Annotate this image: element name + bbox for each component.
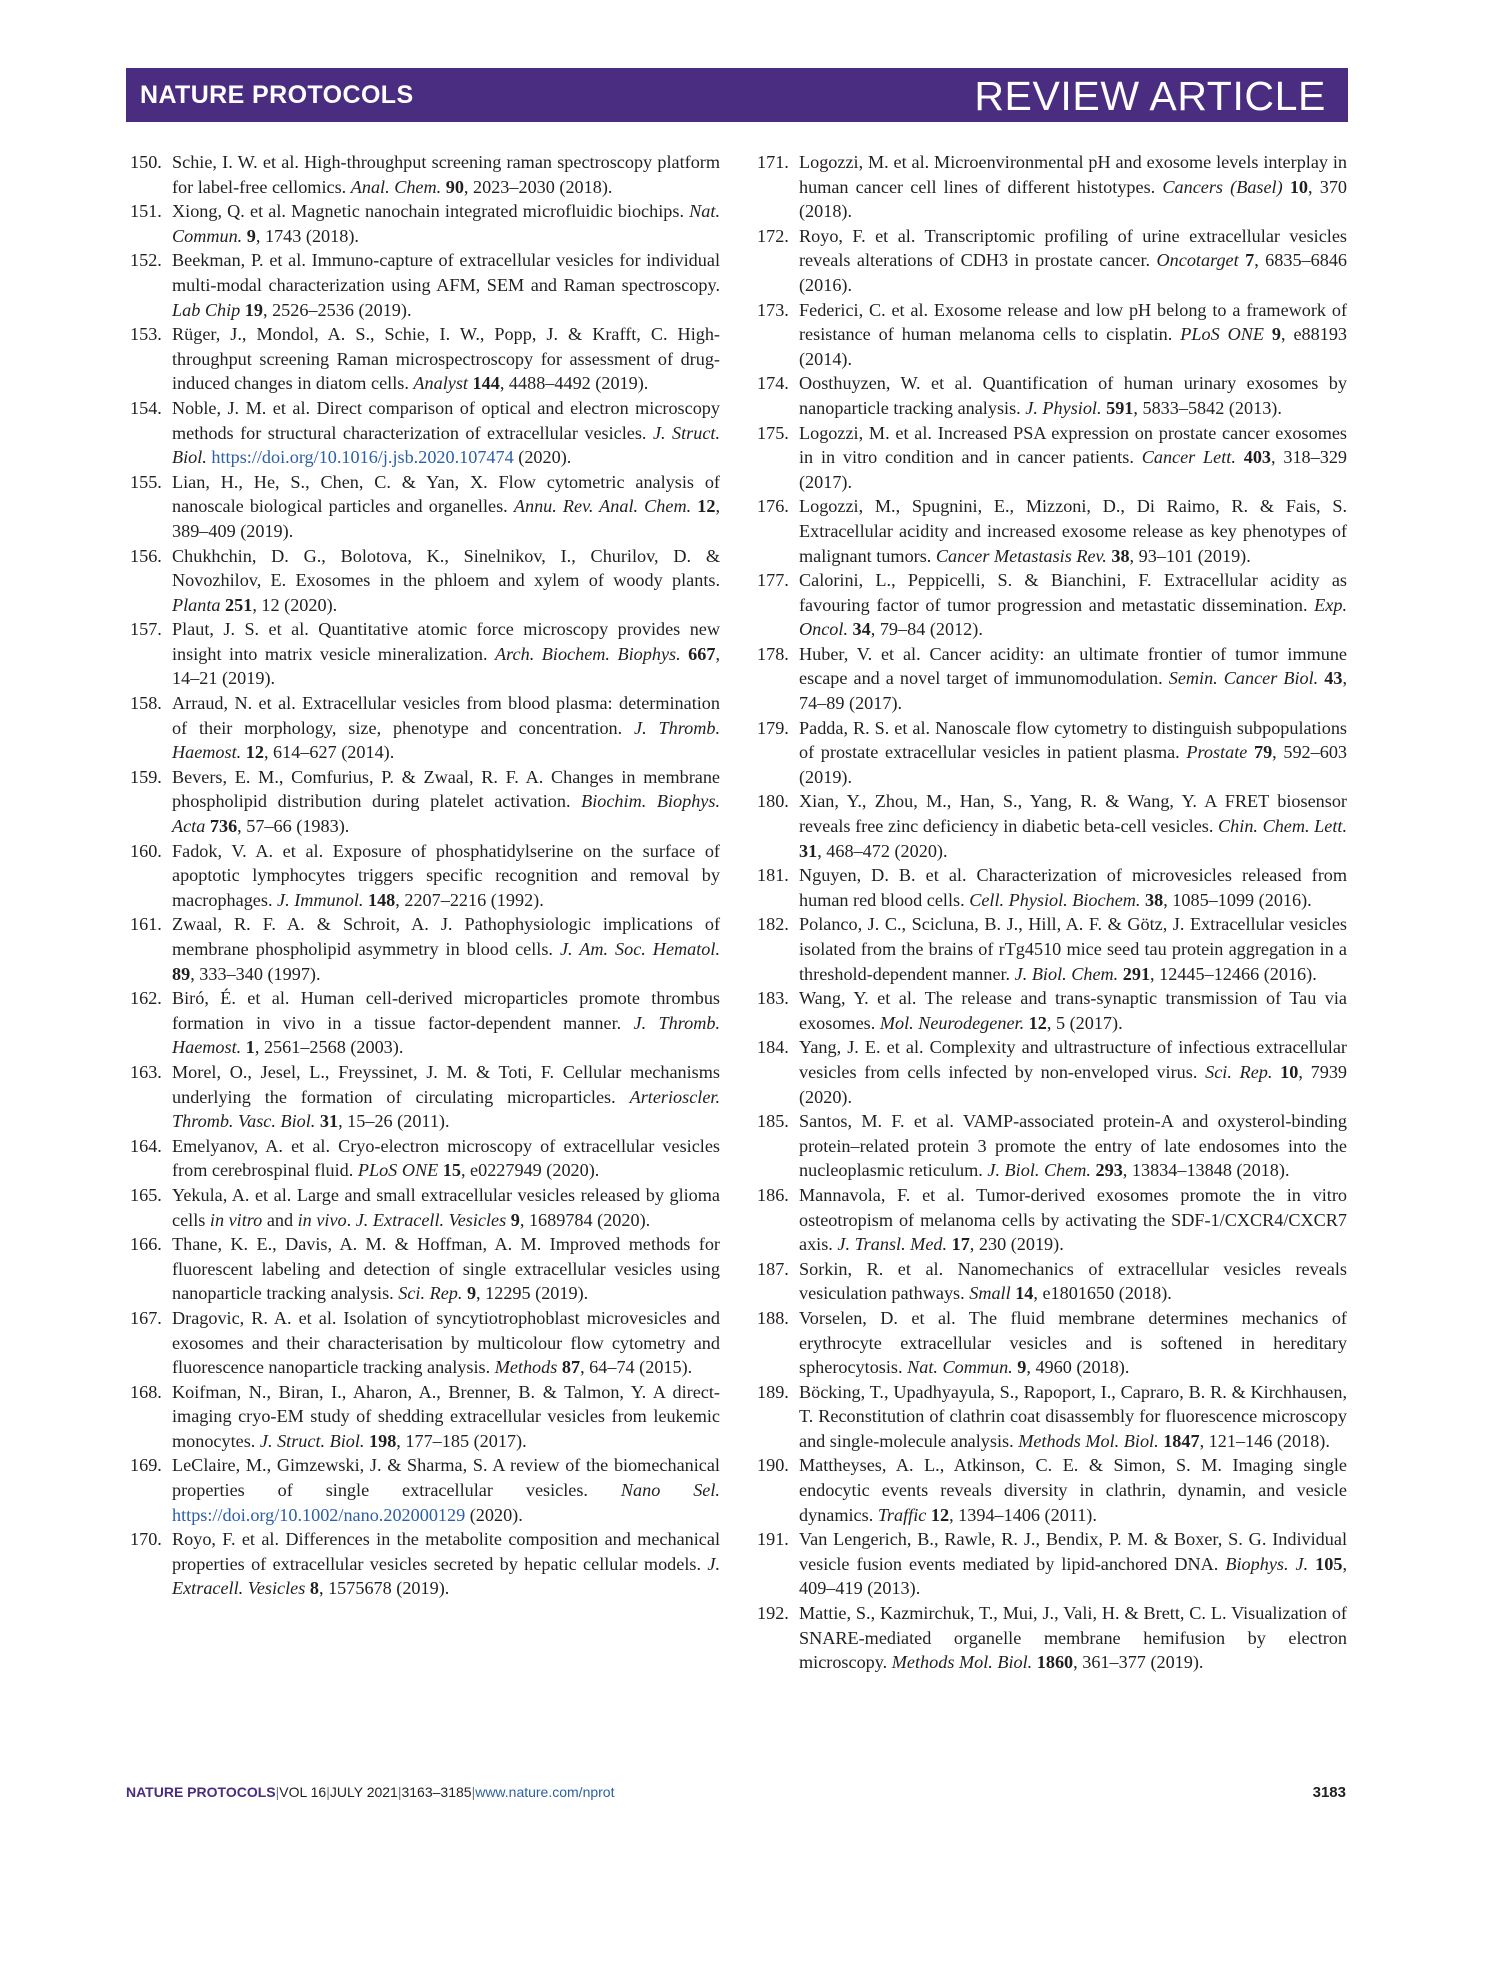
reference-item xyxy=(757,1035,1347,1109)
reference-number: 173. xyxy=(757,299,789,320)
reference-volume: 291 xyxy=(1122,963,1151,984)
reference-number: 174. xyxy=(757,373,789,394)
reference-item xyxy=(757,298,1347,372)
reference-item xyxy=(130,322,720,396)
reference-text: Logozzi, M., Spugnini, E., Mizzoni, D., Di Raimo, R. & Fais, S. Extracellular acidity and increased exosome release as key phenotypes of malignant tumors. xyxy=(799,496,1347,566)
reference-journal: J. Immunol. xyxy=(277,889,364,910)
reference-text: , 1743 (2018). xyxy=(255,225,359,246)
reference-number: 156. xyxy=(130,545,162,566)
reference-text: . xyxy=(346,1209,356,1230)
reference-column-left xyxy=(130,150,720,1601)
reference-volume: 1 xyxy=(245,1037,255,1058)
reference-volume: 17 xyxy=(951,1234,970,1255)
reference-text: , 2023–2030 (2018). xyxy=(463,176,613,197)
reference-volume: 8 xyxy=(309,1578,319,1599)
reference-volume: 38 xyxy=(1111,545,1130,566)
reference-volume: 10 xyxy=(1280,1061,1299,1082)
reference-text: , 74–89 (2017). xyxy=(799,668,1347,714)
reference-text: Padda, R. S. et al. Nanoscale flow cytometry to distinguish subpopulations of prostate extracellular vesicles in patient plasma. xyxy=(799,717,1347,763)
reference-text xyxy=(1283,177,1290,197)
reference-text: , 361–377 (2019). xyxy=(1073,1652,1204,1673)
reference-number: 155. xyxy=(130,471,162,492)
reference-text: , 15–26 (2011). xyxy=(338,1111,450,1132)
reference-number: 186. xyxy=(757,1184,789,1205)
reference-journal: in vitro xyxy=(209,1209,263,1230)
reference-journal: Arch. Biochem. Biophys. xyxy=(495,643,681,664)
reference-text: Vorselen, D. et al. The fluid membrane determines mechanics of erythrocyte extracellular vesicles and is softened in hereditary spherocytosis. xyxy=(799,1307,1347,1378)
reference-item xyxy=(757,1109,1347,1183)
reference-text: , 12445–12466 (2016). xyxy=(1150,963,1317,984)
reference-journal: Analyst xyxy=(413,373,468,394)
footer-separator: | xyxy=(397,1784,402,1800)
reference-text: , 592–603 (2019). xyxy=(799,742,1347,787)
reference-item xyxy=(130,691,720,765)
reference-item xyxy=(757,494,1347,568)
reference-text xyxy=(1272,1062,1280,1082)
reference-volume: 90 xyxy=(445,176,464,197)
reference-number: 170. xyxy=(130,1529,162,1550)
reference-text: , 13834–13848 (2018). xyxy=(1122,1160,1290,1181)
reference-text: Oosthuyzen, W. et al. Quantification of human urinary exosomes by nanoparticle tracking analysis. xyxy=(799,373,1347,418)
reference-item xyxy=(130,617,720,691)
reference-journal: J. Thromb. Haemost. xyxy=(172,717,720,763)
reference-journal: Arterioscler. Thromb. Vasc. Biol. xyxy=(172,1086,720,1132)
reference-number: 179. xyxy=(757,717,789,738)
reference-volume: 12 xyxy=(697,496,716,517)
reference-item xyxy=(130,544,720,618)
reference-item xyxy=(757,1306,1347,1380)
header-bar xyxy=(126,68,1348,122)
reference-journal: Nat. Commun. xyxy=(172,201,720,246)
reference-item xyxy=(757,912,1347,986)
footer-separator: | xyxy=(471,1784,476,1800)
reference-text: Sorkin, R. et al. Nanomechanics of extracellular vesicles reveals vesiculation pathways. xyxy=(799,1258,1347,1304)
reference-item xyxy=(757,1380,1347,1454)
reference-volume: 9 xyxy=(510,1209,520,1230)
reference-text: , 14–21 (2019). xyxy=(172,643,720,689)
reference-text: Rüger, J., Mondol, A. S., Schie, I. W., Popp, J. & Krafft, C. High-throughput screening Raman microspectroscopy for assessment of drug-induced changes in diatom cells. xyxy=(172,324,720,394)
reference-item xyxy=(757,789,1347,863)
reference-number: 180. xyxy=(757,791,789,812)
reference-text: , 5 (2017). xyxy=(1046,1012,1123,1033)
reference-text: , 5833–5842 (2013). xyxy=(1133,397,1282,418)
reference-text: Xian, Y., Zhou, M., Han, S., Yang, R. & Wang, Y. A FRET biosensor reveals free zinc deficiency in diabetic beta-cell vesicles. xyxy=(799,791,1347,837)
reference-text: , e0227949 (2020). xyxy=(460,1160,600,1181)
reference-text: , 57–66 (1983). xyxy=(237,816,350,837)
reference-text: , 7939 (2020). xyxy=(799,1061,1348,1107)
reference-journal: J. Struct. Biol. xyxy=(172,422,720,468)
reference-item xyxy=(130,1453,720,1527)
reference-text: Dragovic, R. A. et al. Isolation of syncytiotrophoblast microvesicles and exosomes and their characterisation by multicolour flow cytometry and fluorescence nanoparticle tracking analysis. xyxy=(172,1307,720,1378)
reference-number: 163. xyxy=(130,1061,162,1082)
reference-number: 169. xyxy=(130,1455,162,1476)
reference-journal: J. Biol. Chem. xyxy=(1014,963,1119,984)
reference-item xyxy=(757,150,1347,224)
reference-number: 185. xyxy=(757,1111,789,1132)
reference-journal: J. Am. Soc. Hematol. xyxy=(559,939,720,959)
reference-number: 190. xyxy=(757,1455,789,1476)
reference-volume: 736 xyxy=(209,816,238,837)
reference-text: Morel, O., Jesel, L., Freyssinet, J. M. & Toti, F. Cellular mechanisms underlying the formation of circulating microparticles. xyxy=(172,1061,720,1107)
reference-item xyxy=(130,150,720,199)
reference-text: , 389–409 (2019). xyxy=(172,496,721,541)
reference-item xyxy=(757,568,1347,642)
reference-text: Logozzi, M. et al. Increased PSA expression on prostate cancer exosomes in in vitro condition and in cancer patients. xyxy=(799,422,1347,468)
reference-item xyxy=(130,1134,720,1183)
reference-volume: 1847 xyxy=(1163,1430,1200,1451)
reference-text: Zwaal, R. F. A. & Schroit, A. J. Pathophysiologic implications of membrane phospholipid asymmetry in blood cells. xyxy=(172,914,720,959)
reference-text: LeClaire, M., Gimzewski, J. & Sharma, S. A review of the biomechanical properties of single extracellular vesicles. xyxy=(172,1455,720,1501)
reference-volume: 9 xyxy=(1017,1357,1027,1378)
reference-column-right xyxy=(757,150,1347,1675)
reference-number: 189. xyxy=(757,1381,789,1402)
reference-text: , 12 (2020). xyxy=(252,594,338,615)
reference-text: Polanco, J. C., Scicluna, B. J., Hill, A. F. & Götz, J. Extracellular vesicles isolated from the brains of rTg4510 mice seed tau protein aggregation in a threshold-dependent manner. xyxy=(799,914,1347,984)
reference-text: , 79–84 (2012). xyxy=(870,619,983,640)
reference-text: , 1394–1406 (2011). xyxy=(949,1504,1097,1525)
reference-item xyxy=(130,1183,720,1232)
reference-number: 162. xyxy=(130,988,162,1009)
reference-item xyxy=(757,642,1347,716)
reference-journal: PLoS ONE xyxy=(1180,324,1264,345)
reference-doi-link[interactable]: https://doi.org/10.1016/j.jsb.2020.107474 xyxy=(211,447,514,468)
reference-text: , 468–472 (2020). xyxy=(817,840,948,861)
reference-item xyxy=(130,912,720,986)
reference-journal: Prostate xyxy=(1186,742,1248,763)
reference-number: 177. xyxy=(757,570,789,591)
reference-text: , 4960 (2018). xyxy=(1026,1357,1130,1378)
reference-text: , e88193 (2014). xyxy=(799,324,1348,369)
reference-journal: Nano Sel. xyxy=(620,1480,720,1501)
reference-volume: 198 xyxy=(369,1430,397,1451)
footer-pages: 3163–3185 xyxy=(401,1784,472,1800)
reference-journal: Mol. Neurodegener. xyxy=(879,1012,1025,1033)
reference-journal: Traffic xyxy=(877,1504,927,1525)
reference-volume: 105 xyxy=(1315,1553,1343,1574)
reference-text: , 1689784 (2020). xyxy=(519,1209,651,1230)
reference-item xyxy=(757,421,1347,495)
reference-text: Noble, J. M. et al. Direct comparison of optical and electron microscopy methods for structural characterization of extracellular vesicles. xyxy=(172,397,720,443)
reference-volume: 79 xyxy=(1253,742,1273,763)
reference-journal: Oncotarget xyxy=(1156,250,1239,271)
reference-text: , 333–340 (1997). xyxy=(190,963,321,984)
reference-number: 172. xyxy=(757,225,789,246)
reference-number: 159. xyxy=(130,766,162,787)
reference-number: 171. xyxy=(757,152,789,172)
reference-number: 165. xyxy=(130,1184,162,1205)
reference-journal: in vivo xyxy=(297,1209,347,1230)
reference-text xyxy=(1247,742,1254,762)
reference-text: Van Lengerich, B., Rawle, R. J., Bendix, P. M. & Boxer, S. G. Individual vesicle fusion events mediated by lipid-anchored DNA. xyxy=(799,1529,1347,1574)
reference-number: 153. xyxy=(130,324,162,345)
reference-item xyxy=(757,224,1347,298)
reference-number: 187. xyxy=(757,1258,789,1279)
reference-text: , e1801650 (2018). xyxy=(1033,1283,1172,1304)
reference-text: Santos, M. F. et al. VAMP-associated protein-A and oxysterol-binding protein–related protein 3 promote the entry of late endosomes into the nucleoplasmic reticulum. xyxy=(799,1111,1347,1181)
reference-item xyxy=(130,1232,720,1306)
reference-volume: 34 xyxy=(852,619,871,640)
footer-separator: | xyxy=(326,1784,330,1800)
reference-text: Koifman, N., Biran, I., Aharon, A., Brenner, B. & Talmon, Y. A direct-imaging cryo-EM study of shedding extracellular vesicles from leukemic monocytes. xyxy=(172,1381,720,1451)
reference-text: , 1575678 (2019). xyxy=(318,1578,450,1599)
reference-journal: Sci. Rep. xyxy=(398,1283,463,1304)
reference-text: Yekula, A. et al. Large and small extracellular vesicles released by glioma cells xyxy=(172,1184,720,1230)
reference-volume: 12 xyxy=(245,742,264,763)
reference-journal: Lab Chip xyxy=(172,299,241,320)
reference-number: 178. xyxy=(757,643,789,664)
reference-journal: Chin. Chem. Lett. xyxy=(1218,816,1347,837)
reference-volume: 15 xyxy=(442,1160,461,1181)
reference-item xyxy=(130,765,720,839)
reference-volume: 19 xyxy=(244,299,263,320)
reference-text: Biró, É. et al. Human cell-derived microparticles promote thrombus formation in vivo in a tissue factor-dependent manner. xyxy=(172,988,720,1033)
reference-item xyxy=(757,716,1347,790)
reference-text: , 4488–4492 (2019). xyxy=(499,373,649,394)
reference-text: Mannavola, F. et al. Tumor-derived exosomes promote the in vitro osteotropism of melanoma cells by activating the SDF-1/CXCR4/CXCR7 axis. xyxy=(799,1184,1347,1255)
reference-journal: Small xyxy=(969,1283,1011,1304)
reference-text: , 409–419 (2013). xyxy=(799,1553,1347,1599)
reference-number: 164. xyxy=(130,1135,162,1156)
reference-item xyxy=(757,1527,1347,1601)
reference-journal: Cancer Lett. xyxy=(1141,447,1236,468)
reference-text: Thane, K. E., Davis, A. M. & Hoffman, A. M. Improved methods for fluorescent labeling and detection of single extracellular vesicles using nanoparticle tracking analysis. xyxy=(172,1234,720,1304)
reference-text: Schie, I. W. et al. High-throughput screening raman spectroscopy platform for label-free cellomics. xyxy=(172,152,720,197)
reference-number: 176. xyxy=(757,496,789,517)
reference-journal: Cancers (Basel) xyxy=(1162,176,1283,197)
reference-text: , 93–101 (2019). xyxy=(1129,545,1251,566)
reference-text: , 614–627 (2014). xyxy=(263,742,395,763)
reference-number: 191. xyxy=(757,1529,789,1550)
reference-item xyxy=(130,839,720,913)
reference-journal: Nat. Commun. xyxy=(907,1357,1013,1378)
reference-journal: Annu. Rev. Anal. Chem. xyxy=(513,496,692,517)
reference-journal: Exp. Oncol. xyxy=(799,594,1347,640)
footer-url-link[interactable]: www.nature.com/nprot xyxy=(475,1784,615,1800)
reference-text: , 2561–2568 (2003). xyxy=(254,1037,404,1058)
footer-volume: VOL 16 xyxy=(279,1784,327,1800)
reference-text xyxy=(1264,324,1272,344)
reference-item xyxy=(757,863,1347,912)
reference-journal: Biophys. J. xyxy=(1225,1553,1309,1574)
reference-item xyxy=(130,199,720,248)
footer-journal: NATURE PROTOCOLS xyxy=(126,1784,276,1800)
reference-volume: 403 xyxy=(1243,447,1271,468)
reference-text: Royo, F. et al. Differences in the metabolite composition and mechanical properties of extracellular vesicles secreted by hepatic cellular models. xyxy=(172,1529,720,1574)
reference-journal: Planta xyxy=(172,594,221,615)
reference-item xyxy=(130,1060,720,1134)
reference-item xyxy=(130,248,720,322)
reference-number: 161. xyxy=(130,914,162,935)
reference-text: Beekman, P. et al. Immuno-capture of extracellular vesicles for individual multi-modal characterization using AFM, SEM and Raman spectroscopy. xyxy=(172,250,720,295)
footer-issue: JULY 2021 xyxy=(329,1784,398,1800)
reference-journal: J. Struct. Biol. xyxy=(259,1430,365,1451)
reference-number: 166. xyxy=(130,1234,162,1255)
reference-volume: 14 xyxy=(1015,1283,1034,1304)
reference-doi-link[interactable]: https://doi.org/10.1002/nano.202000129 xyxy=(172,1504,466,1525)
reference-item xyxy=(130,396,720,470)
reference-volume: 9 xyxy=(246,225,256,246)
reference-item xyxy=(130,470,720,544)
reference-text: Yang, J. E. et al. Complexity and ultrastructure of infectious extracellular vesicles from cells infected by non-enveloped virus. xyxy=(799,1037,1347,1082)
reference-text: Nguyen, D. B. et al. Characterization of microvesicles released from human red blood cells. xyxy=(799,865,1347,910)
reference-volume: 293 xyxy=(1095,1160,1123,1181)
reference-text xyxy=(1236,447,1244,467)
reference-number: 151. xyxy=(130,201,162,222)
reference-text: , 318–329 (2017). xyxy=(799,447,1348,492)
reference-text: Mattie, S., Kazmirchuk, T., Mui, J., Vali, H. & Brett, C. L. Visualization of SNARE-mediated organelle membrane hemifusion by electron microscopy. xyxy=(799,1603,1347,1673)
journal-name: NATURE PROTOCOLS xyxy=(140,81,414,109)
reference-text: Plaut, J. S. et al. Quantitative atomic force microscopy provides new insight into matrix vesicle mineralization. xyxy=(172,619,720,664)
reference-number: 168. xyxy=(130,1381,162,1402)
reference-volume: 9 xyxy=(466,1283,477,1304)
reference-item xyxy=(130,1306,720,1380)
reference-number: 183. xyxy=(757,988,789,1009)
reference-item xyxy=(130,1527,720,1601)
reference-number: 152. xyxy=(130,250,162,271)
reference-volume: 144 xyxy=(472,373,500,394)
reference-journal: PLoS ONE xyxy=(357,1160,439,1181)
reference-number: 181. xyxy=(757,865,789,886)
reference-journal: Semin. Cancer Biol. xyxy=(1168,668,1319,689)
reference-journal: J. Physiol. xyxy=(1025,397,1102,418)
reference-journal: Methods Mol. Biol. xyxy=(891,1652,1033,1673)
reference-volume: 148 xyxy=(367,889,396,910)
reference-text: Lian, H., He, S., Chen, C. & Yan, X. Flow cytometric analysis of nanoscale biological particles and organelles. xyxy=(172,471,720,517)
reference-volume: 89 xyxy=(172,963,191,984)
reference-volume: 1860 xyxy=(1036,1652,1074,1673)
reference-number: 150. xyxy=(130,152,162,172)
reference-volume: 12 xyxy=(930,1504,950,1525)
reference-text: Wang, Y. et al. The release and trans-synaptic transmission of Tau via exosomes. xyxy=(799,988,1347,1033)
reference-number: 175. xyxy=(757,422,789,443)
reference-volume: 38 xyxy=(1145,889,1164,910)
reference-journal: J. Biol. Chem. xyxy=(987,1160,1091,1181)
reference-journal: Sci. Rep. xyxy=(1205,1061,1273,1082)
reference-number: 167. xyxy=(130,1307,162,1328)
reference-text: , 1085–1099 (2016). xyxy=(1163,889,1312,910)
reference-volume: 591 xyxy=(1106,397,1134,418)
reference-text: Chukhchin, D. G., Bolotova, K., Sinelnikov, I., Churilov, D. & Novozhilov, E. Exosomes in the phloem and xylem of woody plants. xyxy=(172,545,720,591)
reference-number: 157. xyxy=(130,619,162,640)
reference-volume: 43 xyxy=(1324,668,1343,689)
reference-volume: 9 xyxy=(1271,324,1281,345)
reference-item xyxy=(757,1257,1347,1306)
reference-text: Emelyanov, A. et al. Cryo-electron microscopy of extracellular vesicles from cerebrospinal fluid. xyxy=(172,1135,720,1181)
reference-journal: J. Extracell. Vesicles xyxy=(355,1209,507,1230)
reference-text: Fadok, V. A. et al. Exposure of phosphatidylserine on the surface of apoptotic lymphocytes triggers specific recognition and removal by macrophages. xyxy=(172,840,720,910)
reference-text: , 177–185 (2017). xyxy=(396,1430,527,1451)
reference-number: 184. xyxy=(757,1037,789,1058)
reference-journal: Methods xyxy=(494,1357,558,1378)
reference-number: 154. xyxy=(130,397,162,418)
reference-journal: Anal. Chem. xyxy=(350,176,442,197)
reference-text: (2020). xyxy=(465,1504,523,1525)
reference-text: , 2207–2216 (1992). xyxy=(395,889,544,910)
reference-text: , 230 (2019). xyxy=(969,1234,1064,1255)
reference-item xyxy=(757,371,1347,420)
reference-text: (2020). xyxy=(513,447,572,468)
reference-number: 192. xyxy=(757,1603,789,1624)
reference-volume: 31 xyxy=(319,1111,339,1132)
footer-separator: | xyxy=(275,1784,280,1800)
reference-item xyxy=(130,986,720,1060)
reference-number: 158. xyxy=(130,693,162,714)
reference-text: Calorini, L., Peppicelli, S. & Bianchini, F. Extracellular acidity as favouring factor of tumor progression and metastatic dissemination. xyxy=(799,570,1347,615)
reference-journal: J. Thromb. Haemost. xyxy=(172,1012,720,1058)
article-type: REVIEW ARTICLE xyxy=(974,73,1326,119)
reference-journal: Cancer Metastasis Rev. xyxy=(935,545,1107,566)
reference-text: Mattheyses, A. L., Atkinson, C. E. & Simon, S. M. Imaging single endocytic events reveals diversity in clathrin, dynamin, and vesicle dynamics. xyxy=(799,1455,1347,1525)
reference-item xyxy=(130,1380,720,1454)
reference-text: Logozzi, M. et al. Microenvironmental pH and exosome levels interplay in human cancer cell lines of different histotypes. xyxy=(799,152,1347,197)
reference-item xyxy=(757,986,1347,1035)
reference-item xyxy=(757,1601,1347,1675)
reference-item xyxy=(757,1183,1347,1257)
reference-text: Royo, F. et al. Transcriptomic profiling of urine extracellular vesicles reveals alterations of CDH3 in prostate cancer. xyxy=(799,225,1347,271)
reference-journal: J. Transl. Med. xyxy=(837,1234,948,1255)
reference-journal: Cell. Physiol. Biochem. xyxy=(969,889,1141,910)
reference-text: , 64–74 (2015). xyxy=(580,1357,693,1378)
reference-volume: 667 xyxy=(688,643,716,664)
reference-item xyxy=(757,1453,1347,1527)
reference-number: 160. xyxy=(130,840,162,861)
reference-number: 182. xyxy=(757,914,789,935)
reference-volume: 7 xyxy=(1245,250,1255,271)
reference-text: , 370 (2018). xyxy=(799,176,1347,222)
reference-volume: 12 xyxy=(1028,1012,1047,1033)
page-number: 3183 xyxy=(1312,1784,1346,1801)
reference-text: , 121–146 (2018). xyxy=(1199,1430,1330,1451)
reference-volume: 251 xyxy=(225,594,253,615)
reference-number: 188. xyxy=(757,1307,789,1328)
reference-text: , 12295 (2019). xyxy=(476,1283,589,1304)
reference-text: Arraud, N. et al. Extracellular vesicles from blood plasma: determination of their morphology, size, phenotype and concentration. xyxy=(172,693,720,738)
reference-text: Federici, C. et al. Exosome release and low pH belong to a framework of resistance of human melanoma cells to cisplatin. xyxy=(799,299,1347,345)
reference-volume: 31 xyxy=(799,840,818,861)
reference-text: Böcking, T., Upadhyayula, S., Rapoport, I., Capraro, B. R. & Kirchhausen, T. Reconstitution of clathrin coat disassembly for fluorescence microscopy and single-molecule analysis. xyxy=(799,1381,1347,1451)
reference-journal: Biochim. Biophys. Acta xyxy=(172,791,720,837)
reference-text: Xiong, Q. et al. Magnetic nanochain integrated microfluidic biochips. xyxy=(172,201,690,222)
footer xyxy=(126,1784,1348,1804)
reference-text: Bevers, E. M., Comfurius, P. & Zwaal, R. F. A. Changes in membrane phospholipid distribution during platelet activation. xyxy=(172,766,720,812)
reference-volume: 10 xyxy=(1289,176,1309,197)
reference-text: Huber, V. et al. Cancer acidity: an ultimate frontier of tumor immune escape and a novel target of immunomodulation. xyxy=(799,643,1347,689)
reference-text: , 2526–2536 (2019). xyxy=(262,299,412,320)
reference-journal: Methods Mol. Biol. xyxy=(1018,1430,1159,1451)
reference-journal: J. Extracell. Vesicles xyxy=(172,1553,720,1599)
reference-volume: 87 xyxy=(561,1357,581,1378)
reference-text: and xyxy=(262,1209,298,1230)
reference-text: , 6835–6846 (2016). xyxy=(799,250,1348,295)
